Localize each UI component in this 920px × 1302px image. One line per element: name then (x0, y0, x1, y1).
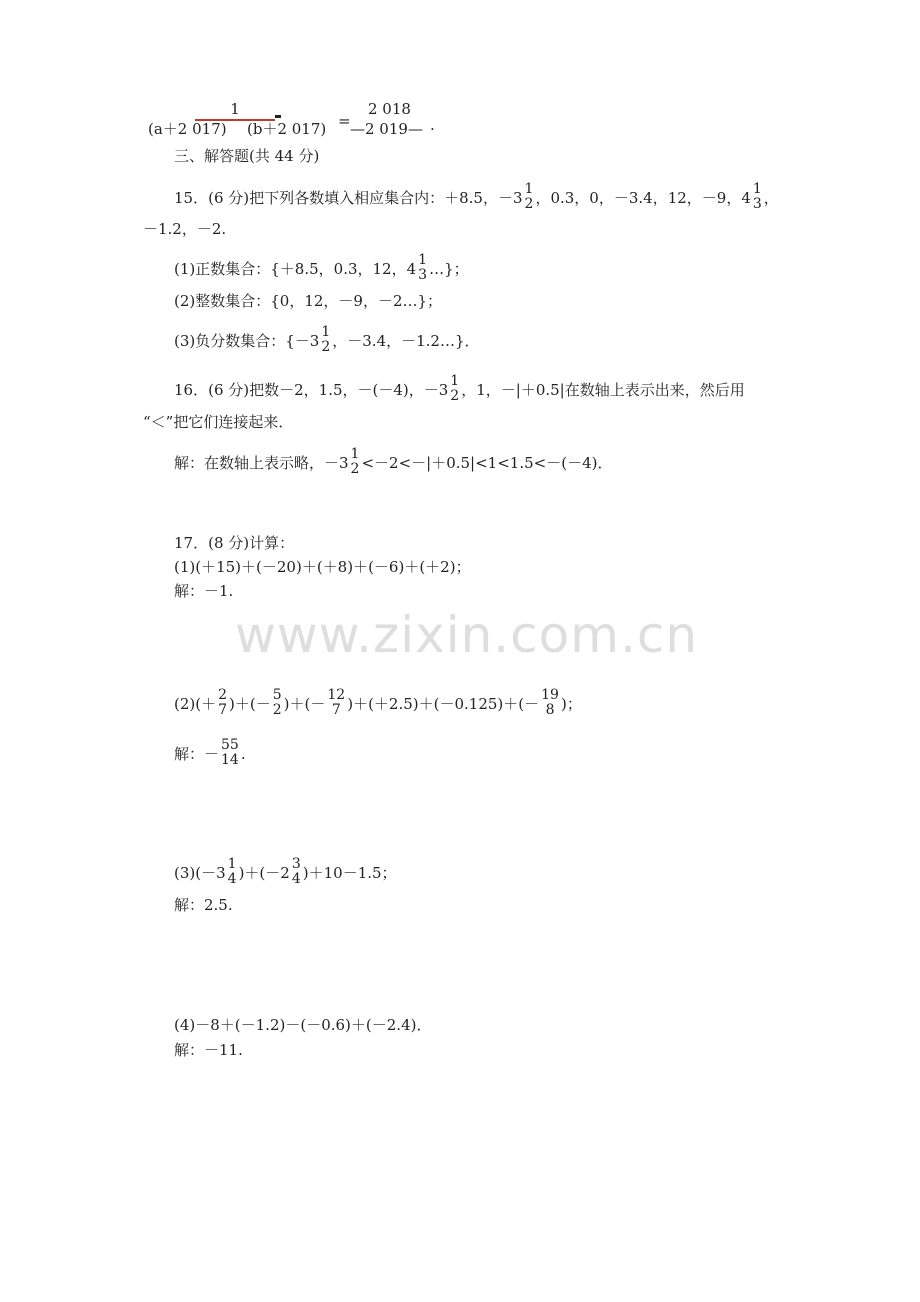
fraction-denominator: 2 (524, 196, 534, 212)
q17-part4: (4)－8＋(－1.2)－(－0.6)＋(－2.4)． (174, 1016, 432, 1034)
fraction (417, 253, 428, 283)
fraction-numerator: 1 (524, 181, 534, 197)
fraction-numerator: 2 (218, 687, 228, 703)
fraction-numerator: 3 (291, 856, 301, 872)
fraction (227, 857, 238, 887)
fraction (449, 374, 460, 404)
fraction (752, 182, 763, 212)
q17-answer1: 解：－1. (174, 582, 234, 600)
fraction-denominator: 2 (350, 461, 360, 477)
fraction (524, 182, 535, 212)
fraction-denominator: 3 (418, 267, 428, 283)
fraction-numerator: 1 (227, 856, 237, 872)
q17-part2: (2)(＋ 2 7 )＋(－ 5 2 )＋(－ 12 7 )＋(＋2.5)＋(－0.125)＋(－ 19 8 )； (174, 687, 582, 718)
formula-result-numerator: 2 018 (368, 100, 411, 118)
q15-set-integer: (2)整数集合：{0，12，－9，－2…}； (174, 292, 443, 310)
fraction-numerator: 1 (450, 373, 460, 389)
fraction-denominator: 2 (272, 702, 282, 718)
q17-answer4: 解：－11. (174, 1041, 243, 1059)
q15-set-negative-fraction: (3)负分数集合：{－3 1 2 ，－3.4，－1.2…}． (174, 324, 480, 355)
fraction-denominator: 2 (450, 388, 460, 404)
fraction (272, 688, 283, 718)
formula-denominator-a: (a＋2 017) (148, 120, 227, 138)
q16-prompt-line2: “＜”把它们连接起来． (143, 413, 294, 431)
fraction-numerator: 19 (541, 687, 559, 703)
fraction-denominator: 14 (221, 752, 239, 768)
formula-numerator: 1 (195, 99, 281, 121)
q17-part1: (1)(＋15)＋(－20)＋(＋8)＋(－6)＋(＋2)； (174, 558, 471, 576)
fraction-denominator: 7 (331, 702, 341, 718)
fraction-denominator: 4 (227, 871, 237, 887)
q17-answer3: 解：2.5. (174, 896, 233, 914)
fraction-numerator: 5 (272, 687, 282, 703)
q16-prompt: 16．(6 分)把数－2，1.5，－(－4)，－3 1 2 ，1，－|＋0.5|在数轴上表示出来，然后用 (174, 373, 745, 404)
section-title: 三、解答题(共 44 分) (174, 147, 320, 165)
fraction (350, 447, 361, 477)
q15-prompt: 15．(6 分)把下列各数填入相应集合内：＋8.5，－3 1 2 ，0.3，0，－3.4，12，－9，4 1 3 ， (174, 181, 779, 212)
fraction (540, 688, 560, 718)
q15-prompt-line2: －1.2，－2. (143, 220, 227, 238)
fraction-denominator: 3 (752, 196, 762, 212)
formula-equals: = (338, 112, 351, 130)
fraction-numerator: 55 (221, 737, 239, 753)
fraction-denominator: 4 (291, 871, 301, 887)
fraction-numerator: 1 (752, 181, 762, 197)
q17-answer2: 解：－ 55 14 . (174, 737, 246, 768)
fraction (217, 688, 228, 718)
q15-set-positive: (1)正数集合：{＋8.5，0.3，12，4 1 3 …}； (174, 252, 469, 283)
watermark: www.zixin.com.cn (235, 606, 699, 664)
fraction-denominator: 7 (218, 702, 228, 718)
fraction-numerator: 1 (350, 446, 360, 462)
fraction-denominator: 2 (321, 339, 331, 355)
formula-denominator-b: (b＋2 017) (247, 120, 327, 138)
formula-result-denominator: —2 019— (350, 120, 423, 138)
fraction (291, 857, 302, 887)
formula-period: . (430, 116, 435, 134)
fraction (220, 738, 240, 768)
fraction-numerator: 12 (327, 687, 346, 703)
fraction (320, 325, 331, 355)
fraction-denominator: 8 (545, 702, 555, 718)
fraction-numerator: 1 (321, 324, 331, 340)
q17-title: 17．(8 分)计算： (174, 534, 295, 552)
q16-answer: 解：在数轴上表示略，－3 1 2 <－2<－|＋0.5|<1<1.5<－(－4)． (174, 446, 613, 477)
fraction-numerator: 1 (418, 252, 428, 268)
fraction (326, 688, 346, 718)
q17-part3: (3)(－3 1 4 )＋(－2 3 4 )＋10－1.5； (174, 856, 397, 887)
